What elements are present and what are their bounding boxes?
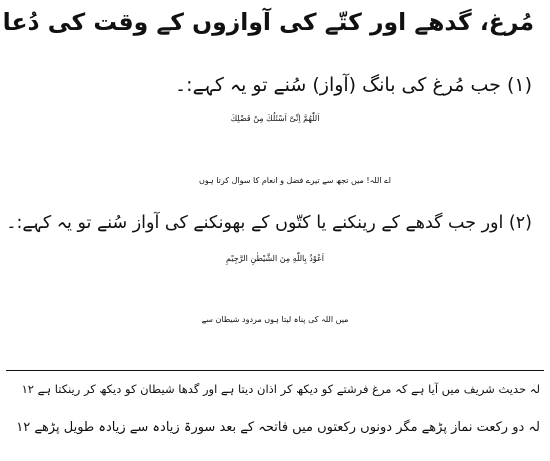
translation-rooster: اے اللہ! میں تجھ سے تیرے فضل و انعام کا سوال کرتا ہوں [198,176,392,185]
footnote-1: لہ حدیث شریف میں آیا ہے کہ مرغ فرشتے کو دیکھ کر اذان دیتا ہے اور گدھا شیطان کو دیکھ کر رینکتا ہے ۱۲ [21,382,540,396]
arabic-supplication-rooster: اَللّٰهُمَّ اِنِّیْٓ اَسْئَلُكَ مِنْ فَضْلِكَ [230,114,320,123]
instruction-rooster: (۱) جب مُرغ کی بانگ (آواز) سُنے تو یہ کہے:۔ [175,74,532,96]
page-title: مُرغ، گدھے اور کتّے کی آوازوں کے وقت کی دُعا [2,8,534,36]
footnote-2: لہ دو رکعت نماز پڑھے مگر دونوں رکعتوں میں فاتحہ کے بعد سورۃ زیادہ سے زیادہ طویل پڑھے ۱۲ [16,420,540,435]
translation-donkey-dog: میں اللہ کی پناہ لیتا ہوں مردود شیطان سے [201,315,349,324]
footnote-divider [6,370,544,371]
instruction-donkey-dog: (۲) اور جب گدھے کے رینکنے یا کتّوں کے بھونکنے کی آواز سُنے تو یہ کہے:۔ [6,213,532,233]
arabic-supplication-donkey-dog: اَعُوْذُ بِاللّٰهِ مِنَ الشَّیْطٰنِ الرَّجِیْمِ [226,254,324,263]
